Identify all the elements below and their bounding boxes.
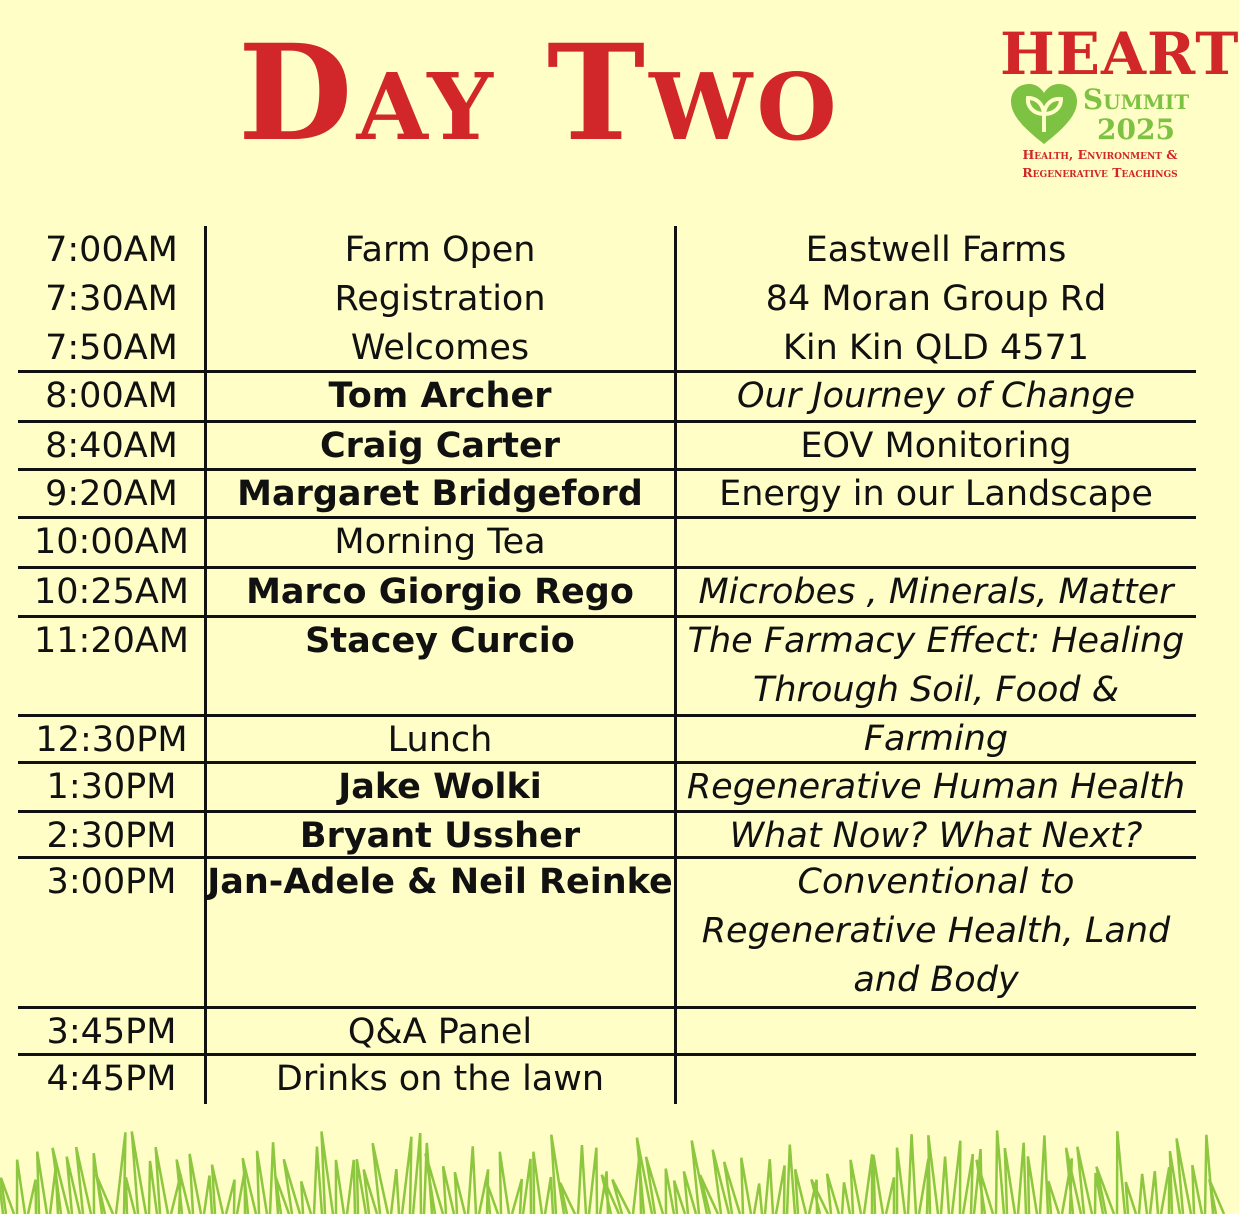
- venue-line: Eastwell Farms: [805, 230, 1067, 270]
- grass-blade: [851, 1160, 861, 1214]
- venue-line: 84 Moran Group Rd: [765, 279, 1107, 319]
- grass-blade: [928, 1135, 938, 1214]
- logo-year: 2025: [1097, 113, 1175, 146]
- session-label: Drinks on the lawn: [275, 1059, 605, 1099]
- grass-blade: [500, 1152, 509, 1214]
- grass-blade: [413, 1133, 421, 1214]
- grass-blade: [1005, 1148, 1015, 1214]
- talk-title: Conventional to: [797, 862, 1075, 902]
- grass-blade: [425, 1154, 443, 1214]
- grass-blade: [336, 1160, 344, 1214]
- time-label: 10:00AM: [33, 522, 189, 562]
- row-divider: [18, 761, 1196, 764]
- grass-blade: [17, 1160, 25, 1214]
- grass-blade: [1117, 1131, 1125, 1214]
- time-label: 8:00AM: [45, 376, 178, 416]
- session-label: Registration: [334, 279, 546, 319]
- logo-heart-word: HEART: [1000, 20, 1239, 88]
- row-divider: [18, 468, 1196, 471]
- grass-blade: [886, 1177, 894, 1214]
- row-divider: [18, 516, 1196, 519]
- grass-blade: [908, 1134, 916, 1214]
- column-divider: [674, 226, 677, 1104]
- grass-blade: [321, 1131, 333, 1214]
- grass-blade: [897, 1148, 905, 1214]
- time-label: 7:50AM: [45, 328, 178, 368]
- talk-title: The Farmacy Effect: Healing: [687, 621, 1185, 661]
- time-label: 7:30AM: [45, 279, 178, 319]
- row-divider: [18, 1006, 1196, 1009]
- grass-blade: [741, 1158, 751, 1214]
- speaker-name: Marco Giorgio Rego: [246, 572, 634, 612]
- grass-blade: [666, 1169, 674, 1214]
- row-divider: [18, 714, 1196, 717]
- grass-blade: [1139, 1174, 1147, 1214]
- speaker-name: Craig Carter: [319, 426, 561, 466]
- time-label: 3:00PM: [46, 862, 177, 902]
- session-label: Q&A Panel: [347, 1012, 533, 1052]
- grass-blade: [842, 1182, 850, 1214]
- grass-blade: [226, 1180, 235, 1214]
- grass-blade: [533, 1152, 542, 1214]
- grass-blade: [347, 1160, 355, 1214]
- grass-blade: [754, 1184, 762, 1214]
- grass-blade: [1150, 1171, 1158, 1214]
- grass-blade: [116, 1132, 125, 1214]
- time-label: 7:00AM: [45, 230, 178, 270]
- time-label: 12:30PM: [35, 720, 188, 760]
- grass-blade: [212, 1165, 223, 1214]
- page-title: Day Two: [238, 16, 841, 171]
- row-divider: [18, 566, 1196, 569]
- grass-blade: [674, 1180, 685, 1214]
- grass-blade: [1161, 1167, 1169, 1214]
- grass-blade: [589, 1148, 597, 1214]
- grass-blade: [156, 1147, 168, 1214]
- grass-blade: [204, 1176, 212, 1214]
- grass-blade: [314, 1147, 322, 1214]
- grass-blade: [1126, 1182, 1136, 1214]
- speaker-name: Stacey Curcio: [305, 621, 575, 661]
- grass-blade: [977, 1160, 993, 1214]
- session-label: Welcomes: [350, 328, 530, 368]
- speaker-name: Margaret Bridgeford: [237, 474, 643, 514]
- grass-blade: [37, 1152, 47, 1214]
- grass-blade: [523, 1159, 531, 1214]
- time-label: 2:30PM: [46, 816, 177, 856]
- grass-blade: [827, 1174, 839, 1214]
- time-label: 3:45PM: [46, 1012, 177, 1052]
- grass-blade: [190, 1154, 201, 1214]
- grass-blade: [795, 1169, 806, 1214]
- time-label: 9:20AM: [45, 474, 178, 514]
- grass-blade: [402, 1137, 411, 1214]
- speaker-name: Tom Archer: [328, 376, 552, 416]
- column-divider: [204, 226, 207, 1104]
- venue-line: Kin Kin QLD 4571: [782, 328, 1090, 368]
- row-divider: [18, 420, 1196, 423]
- grass-blade: [1205, 1135, 1213, 1214]
- logo-summit: Summit: [1082, 83, 1190, 116]
- talk-title: Through Soil, Food & Farming: [753, 670, 1119, 759]
- grass-blade: [1028, 1156, 1037, 1214]
- grass-blade: [787, 1145, 795, 1214]
- grass-blade: [126, 1177, 135, 1214]
- row-divider: [18, 1053, 1196, 1056]
- grass-decoration: [0, 1124, 1214, 1214]
- talk-title: Regenerative Human Health: [686, 767, 1186, 807]
- grass-blade: [1192, 1165, 1202, 1214]
- grass-blade: [612, 1180, 630, 1214]
- grass-blade: [301, 1181, 311, 1214]
- row-divider: [18, 370, 1196, 373]
- talk-title: Regenerative Health, Land: [701, 911, 1171, 951]
- grass-blade: [487, 1184, 498, 1214]
- row-divider: [18, 856, 1196, 859]
- grass-blade: [545, 1177, 553, 1214]
- time-label: 4:45PM: [46, 1059, 177, 1099]
- logo-tagline-1: Health, Environment &: [1022, 147, 1178, 162]
- grass-blade: [941, 1157, 949, 1214]
- row-divider: [18, 615, 1196, 618]
- speaker-name: Bryant Ussher: [299, 816, 581, 856]
- grass-blade: [873, 1155, 883, 1214]
- grass-blade: [1048, 1181, 1059, 1214]
- talk-title: EOV Monitoring: [800, 426, 1072, 466]
- grass-blade: [996, 1131, 1004, 1214]
- grass-blade: [391, 1169, 399, 1214]
- talk-title: Energy in our Landscape: [719, 474, 1153, 514]
- grass-blade: [963, 1154, 973, 1214]
- session-label: Morning Tea: [334, 522, 546, 562]
- session-label: Farm Open: [344, 230, 536, 270]
- talk-title: Our Journey of Change: [737, 376, 1135, 416]
- grass-blade: [455, 1172, 465, 1214]
- grass-blade: [578, 1145, 586, 1214]
- speaker-name: Jan-Adele & Neil Reinke: [207, 862, 673, 902]
- grass-blade: [512, 1179, 522, 1214]
- logo-tagline-2: Regenerative Teachings: [1022, 165, 1178, 180]
- row-divider: [18, 810, 1196, 813]
- grass-blade: [132, 1131, 146, 1214]
- grass-blade: [919, 1159, 928, 1214]
- session-label: Lunch: [387, 720, 493, 760]
- time-label: 8:40AM: [45, 426, 178, 466]
- time-label: 11:20AM: [33, 621, 189, 661]
- grass-blade: [952, 1141, 960, 1214]
- time-label: 1:30PM: [46, 767, 177, 807]
- grass-blade: [468, 1146, 476, 1214]
- grass-blade: [765, 1159, 773, 1214]
- speaker-name: Jake Wolki: [338, 767, 542, 807]
- grass-blade: [1018, 1143, 1026, 1214]
- talk-title: and Body: [853, 960, 1019, 1000]
- grass-blade: [28, 1180, 36, 1214]
- grass-blade: [864, 1154, 872, 1214]
- grass-blade: [776, 1165, 785, 1214]
- grass-blade: [257, 1151, 267, 1214]
- grass-blade: [1040, 1135, 1048, 1214]
- grass-blade: [443, 1166, 454, 1214]
- talk-title: What Now? What Next?: [729, 816, 1143, 856]
- talk-title: Microbes , Minerals, Matter: [698, 572, 1174, 612]
- grass-blade: [646, 1157, 663, 1214]
- time-label: 10:25AM: [33, 572, 189, 612]
